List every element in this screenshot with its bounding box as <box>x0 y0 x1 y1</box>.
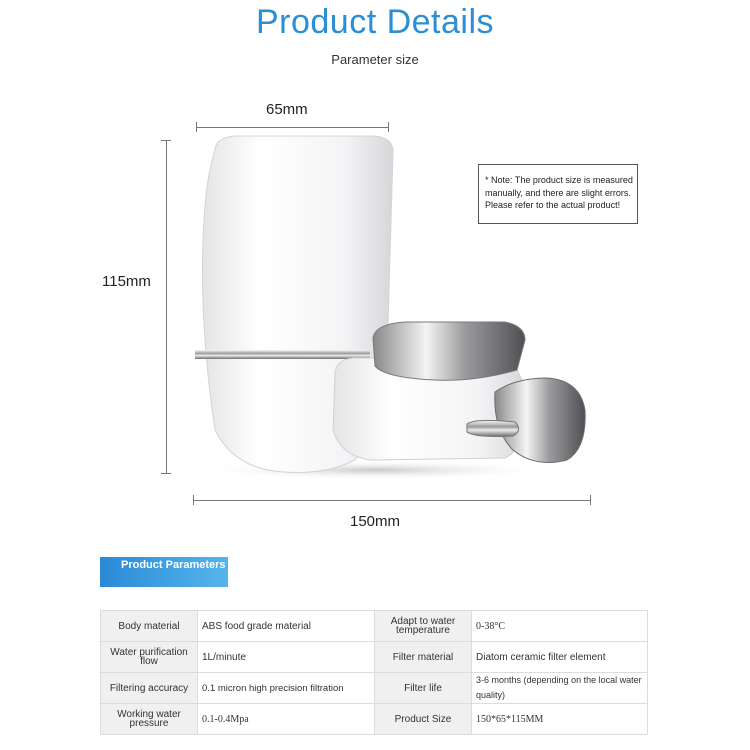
param-value: 0.1 micron high precision filtration <box>198 673 375 704</box>
param-key: Body material <box>101 611 198 642</box>
table-row <box>101 642 648 673</box>
param-value: 1L/minute <box>198 642 375 673</box>
chrome-knob <box>373 322 525 380</box>
height-tick-bottom <box>161 473 171 474</box>
param-value: 150*65*115MM <box>472 704 648 735</box>
width-label: 65mm <box>266 101 308 118</box>
page-subtitle: Parameter size <box>331 52 419 67</box>
table-row <box>101 611 648 642</box>
width-line <box>196 127 388 128</box>
faucet-filter-image <box>175 130 605 490</box>
length-tick-left <box>193 495 194 505</box>
param-key: Water purification flow <box>101 642 198 673</box>
param-value: 0-38°C <box>472 611 648 642</box>
height-tick-top <box>161 140 171 141</box>
param-value: 0.1-0.4Mpa <box>198 704 375 735</box>
length-label: 150mm <box>350 513 401 530</box>
parameters-table <box>100 610 648 735</box>
length-line <box>193 500 590 501</box>
param-key: Filter material <box>375 642 472 673</box>
param-value: Diatom ceramic filter element <box>472 642 648 673</box>
length-tick-right <box>590 495 591 505</box>
size-note: * Note: The product size is measured manually, and there are slight errors. Please refer to the actual product! <box>478 164 638 224</box>
height-label: 115mm <box>102 273 151 290</box>
diverter-lever <box>467 420 519 436</box>
chrome-band <box>195 350 370 359</box>
param-value: 3-6 months (depending on the local water quality) <box>472 673 648 704</box>
product-parameters-banner: Product Parameters <box>100 557 228 587</box>
table-row <box>101 704 648 735</box>
param-key: Adapt to water temperature <box>375 611 472 642</box>
param-value: ABS food grade material <box>198 611 375 642</box>
param-key: Product Size <box>375 704 472 735</box>
height-line <box>166 140 167 473</box>
param-key: Filtering accuracy <box>101 673 198 704</box>
page-title: Product Details <box>255 3 495 41</box>
param-key: Working water pressure <box>101 704 198 735</box>
param-key: Filter life <box>375 673 472 704</box>
table-row <box>101 673 648 704</box>
